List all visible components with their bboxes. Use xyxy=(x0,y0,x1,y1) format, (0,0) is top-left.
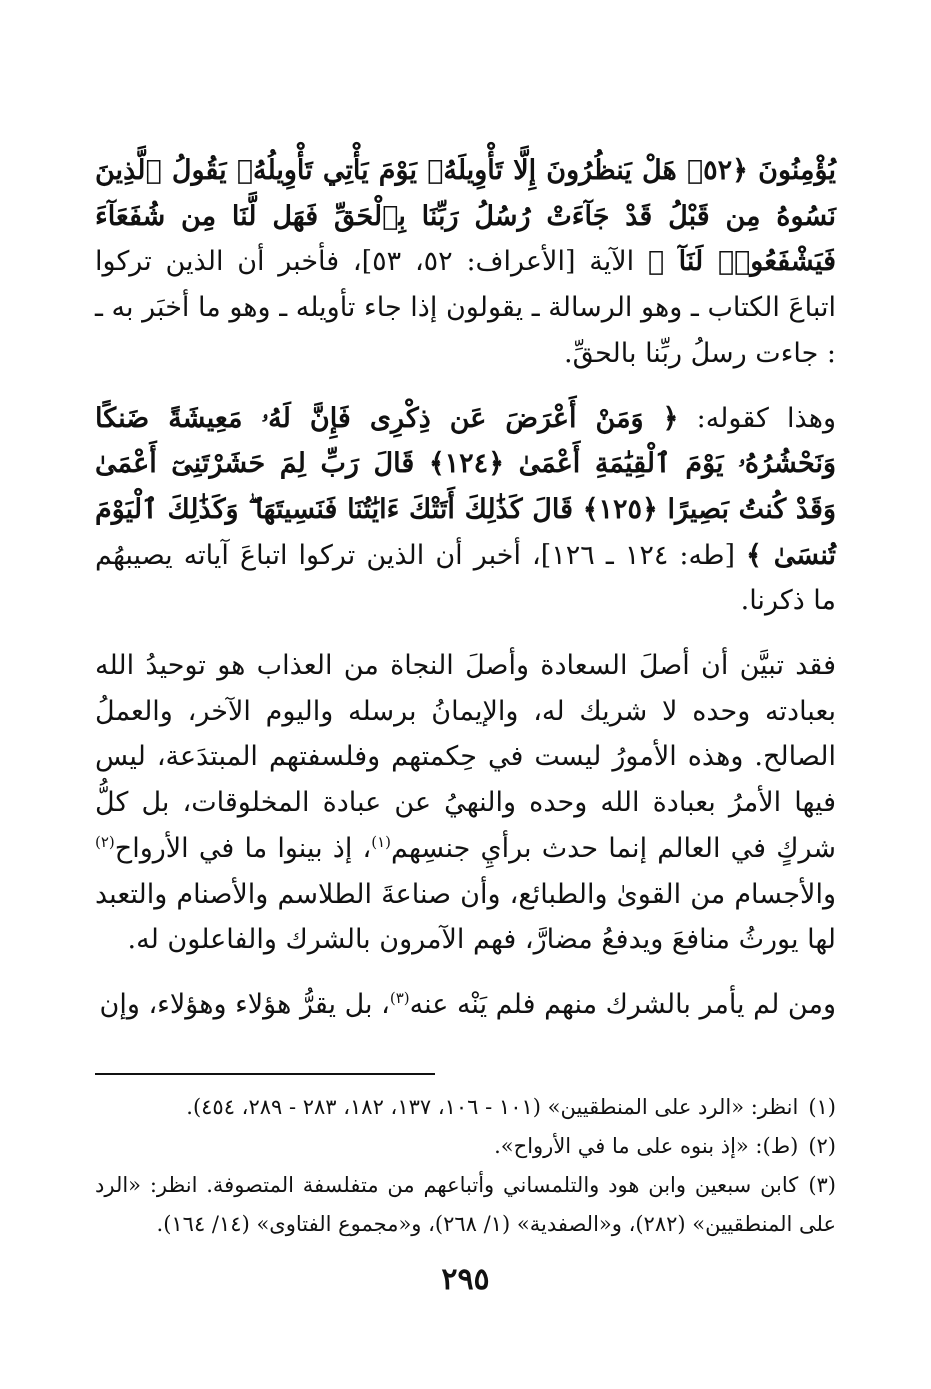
text-run: [طه: ١٢٤ ـ ١٢٦]، أخبر أن الذين تركوا اتباعَ آياته يصيبهُم ما ذكرنا. xyxy=(95,539,836,617)
footnote-marker: (١) xyxy=(371,832,391,851)
footnote-number: (٢) xyxy=(808,1134,836,1158)
text-run: ومن لم يأمر بالشرك منهم فلم يَنْه عنه xyxy=(409,988,836,1020)
footnotes xyxy=(95,1088,836,1244)
footnote-text: كابن سبعين وابن هود والتلمساني وأتباعهم من متفلسفة المتصوفة. انظر: «الرد على المنطقيين» (٢٨٢)، و«الصفدية» (١/ ٢٦٨)، و«مجموع الفتاوى» (١٤/ ١٦٤). xyxy=(95,1173,836,1236)
footnote-text: (ط): «إذ بنوه على ما في الأرواح». xyxy=(494,1134,799,1158)
text-run: فقد تبيَّن أن أصلَ السعادة وأصلَ النجاة من العذاب هو توحيدُ الله بعبادته وحده لا شريك له، والإيمانُ برسله واليوم الآخر، والعملُ الصالح. وهذه الأمورُ ليست في حِكمتهم وفلسفتهم المبتدَعة، ليس فيها الأمرُ بعبادة الله وحده والنهيُ عن عبادة المخلوقات، بل كلُّ شركٍ في العالم إنما حدث برأيِ جنسِهم xyxy=(95,650,836,864)
footnote-number: (٣) xyxy=(808,1173,836,1197)
text-run: ، بل يقرُّ هؤلاء وهؤلاء، وإن xyxy=(99,988,390,1020)
quran-verse: ﴿ وَمَنْ أَعْرَضَ عَن ذِكْرِى فَإِنَّ لَهُۥ مَعِيشَةً ضَنكًا وَنَحْشُرُهُۥ يَوْمَ ٱلْقِيَٰمَةِ أَعْمَىٰ ﴿١٢٤﴾ قَالَ رَبِّ لِمَ حَشَرْتَنِىٓ أَعْمَىٰ وَقَدْ كُنتُ بَصِيرًا ﴿١٢٥﴾ قَالَ كَذَٰلِكَ أَتَتْكَ ءَايَٰتُنَا فَنَسِيتَهَا ۖ وَكَذَٰلِكَ ٱلْيَوْمَ تُنسَىٰ ﴾ xyxy=(95,402,837,571)
footnote xyxy=(95,1088,836,1127)
text-run: ، إذ بينوا ما في الأرواح xyxy=(114,832,372,864)
paragraph xyxy=(95,982,836,1028)
footnote-separator xyxy=(95,1073,435,1075)
paragraph xyxy=(95,396,836,625)
footnote-number: (١) xyxy=(808,1095,836,1119)
footnote-marker: (٢) xyxy=(95,832,115,851)
quran-verse: يُؤْمِنُونَ ﴿٥٢﴾ هَلْ يَنظُرُونَ إِلَّا تَأْوِيلَهُۥ يَوْمَ يَأْتِي تَأْوِيلُهُۥ يَقُولُ ٱلَّذِينَ نَسُوهُ مِن قَبْلُ قَدْ جَآءَتْ رُسُلُ رَبِّنَا بِٱلْحَقِّ فَهَل لَّنَا مِن شُفَعَآءَ فَيَشْفَعُوا۟ لَنَآ ﴾ xyxy=(95,155,837,278)
footnote xyxy=(95,1127,836,1166)
text-run: والأجسام من القوىٰ والطبائع، وأن صناعةَ الطلاسم والأصنام والتعبد لها يورثُ منافعَ ويدفعُ مضارَّ، فهم الآمرون بالشرك والفاعلون له. xyxy=(95,878,836,956)
text-run: وهذا كقوله: xyxy=(678,402,836,434)
footnote xyxy=(95,1166,836,1244)
main-text xyxy=(95,148,836,1028)
footnote-text: انظر: «الرد على المنطقيين» (١٠١ - ١٠٦، ١٣٧، ١٨٢، ٢٨٣ - ٢٨٩، ٤٥٤). xyxy=(186,1095,799,1119)
page-number: ٢٩٥ xyxy=(441,1262,490,1297)
footnote-marker: (٣) xyxy=(389,988,410,1007)
paragraph xyxy=(95,643,836,963)
paragraph xyxy=(95,148,836,377)
text-run: الآية [الأعراف: ٥٢، ٥٣]، فأخبر أن الذين تركوا اتباعَ الكتاب ـ وهو الرسالة ـ يقولون إذا جاء تأويله ـ وهو ما أخبَر به ـ : جاءت رسلُ ربِّنا بالحقِّ. xyxy=(95,246,836,369)
